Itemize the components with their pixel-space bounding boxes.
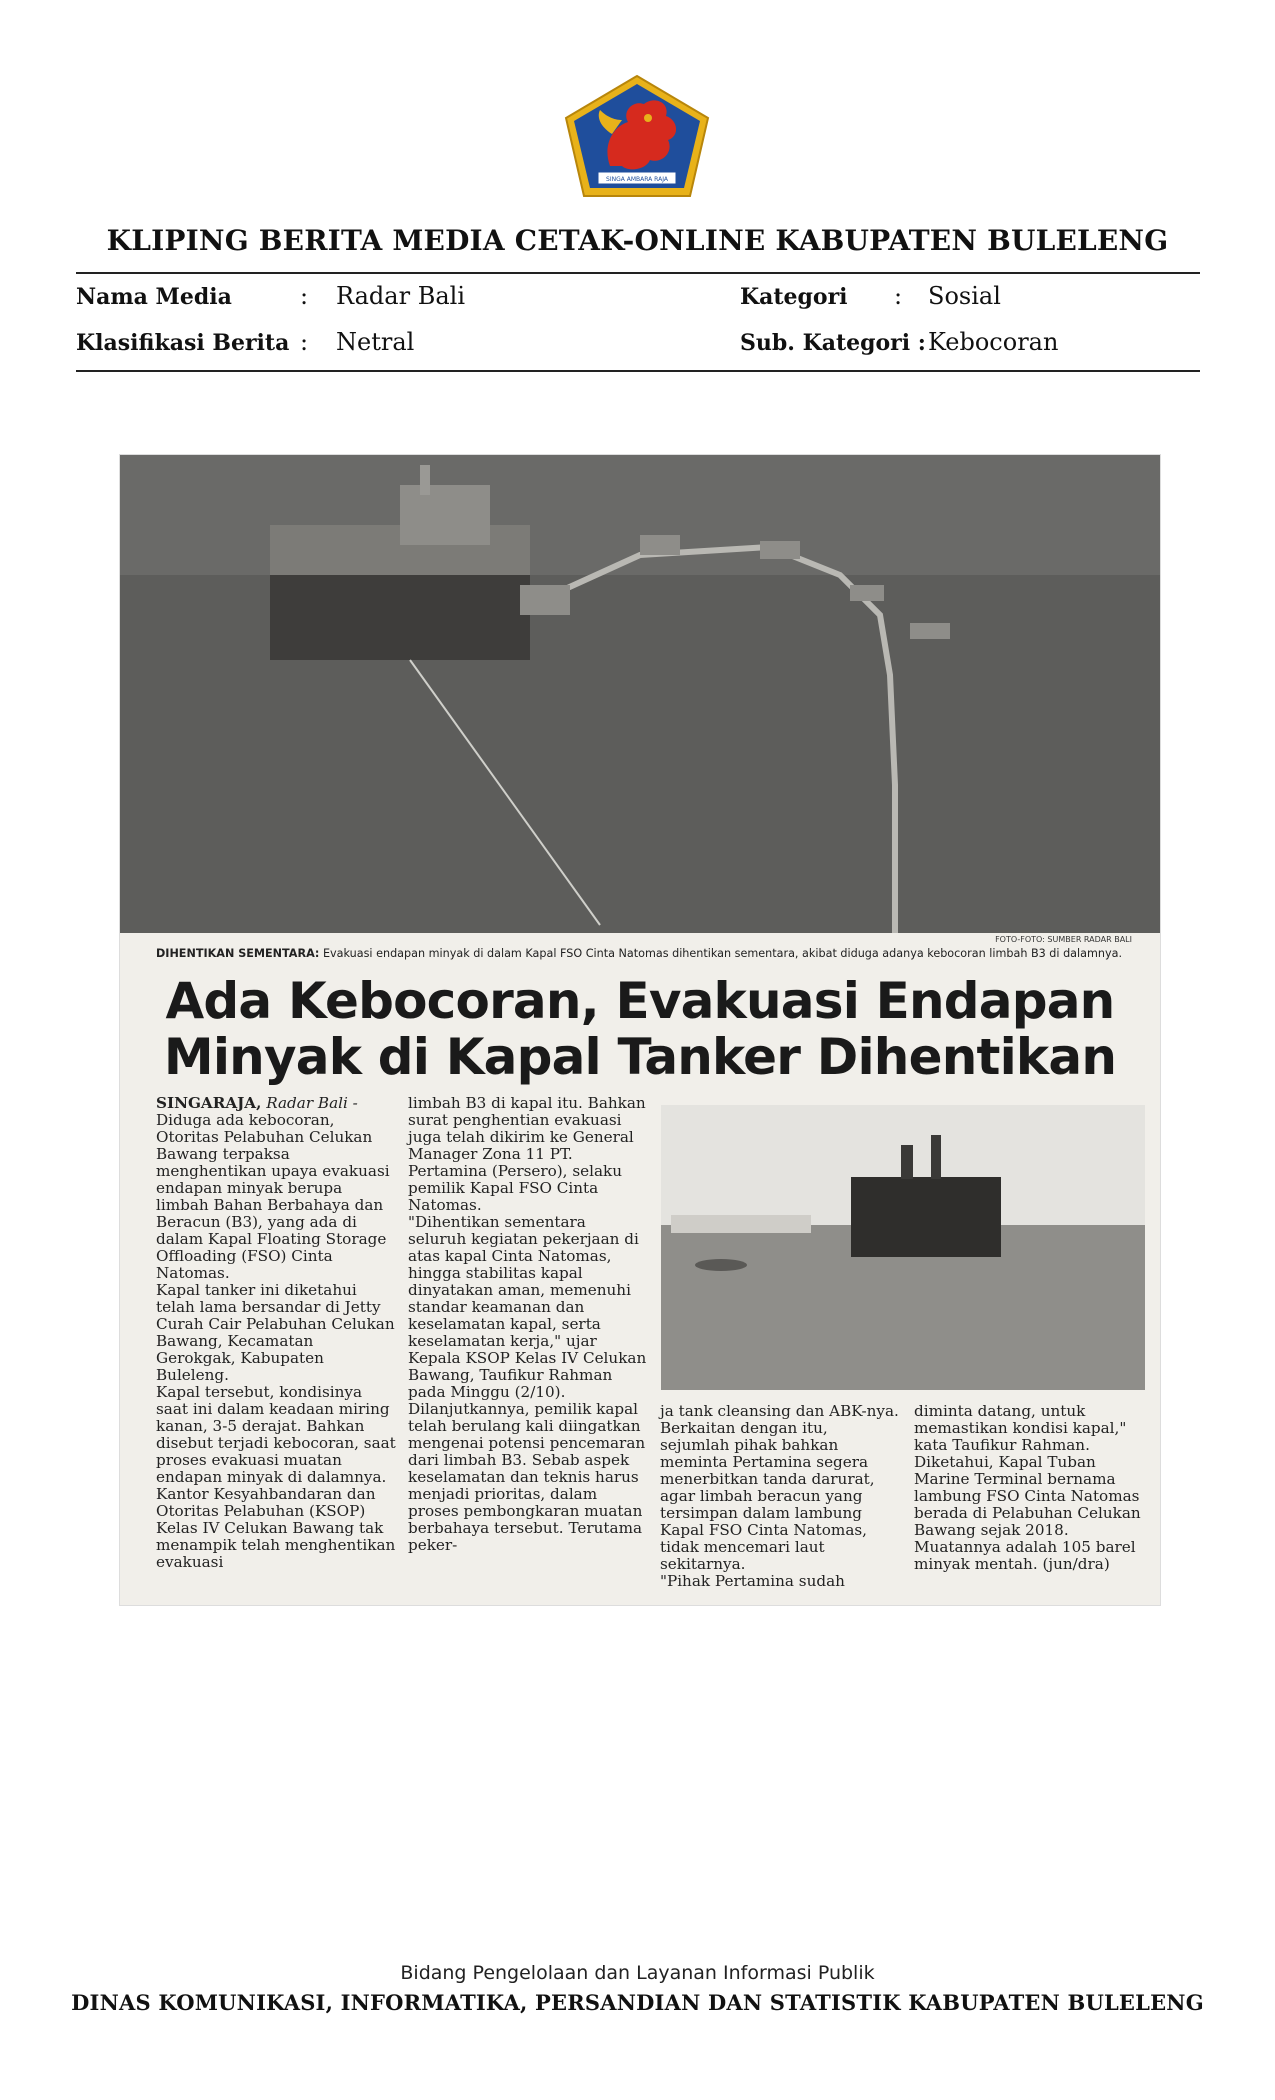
kategori-value: Sosial <box>928 282 1001 310</box>
klasifikasi-colon: : <box>300 328 309 356</box>
buleleng-regency-logo <box>562 74 712 200</box>
kategori-colon: : <box>894 282 903 310</box>
document-title: KLIPING BERITA MEDIA CETAK-ONLINE KABUPATEN BULELENG <box>106 224 1169 257</box>
caption-label: DIHENTIKAN SEMENTARA: <box>156 947 320 960</box>
sub-kategori-label: Sub. Kategori : <box>740 330 926 356</box>
article-column-2: limbah B3 di kapal itu. Bahkan surat penghentian evakuasi juga telah dikirim ke General Manager Zona 11 PT. Pertamina (Persero), selaku pemilik Kapal FSO Cinta Natomas. "Dihentikan sementara seluruh kegiatan pekerjaan di atas kapal Cinta Natomas, hingga stabilitas kapal dinyatakan aman, memenuhi standar keamanan dan keselamatan kapal, serta keselamatan kerja," ujar Kepala KSOP Kelas IV Celukan Bawang, Taufikur Rahman pada Minggu (2/10). Dilanjutkannya, pemilik kapal telah berulang kali diingatkan mengenai potensi pencemaran dari limbah B3. Sebab aspek keselamatan dan teknis harus menjadi prioritas, dalam proses pembongkaran muatan berbahaya tersebut. Terutama peker- <box>408 1094 647 1554</box>
article-headline <box>120 973 1160 1085</box>
nama-media-colon: : <box>300 282 309 310</box>
kategori-label: Kategori <box>740 284 848 310</box>
newspaper-clipping <box>120 455 1160 1605</box>
footer-division: Bidang Pengelolaan dan Layanan Informasi Publik <box>400 1962 875 1984</box>
sub-kategori-value: Kebocoran <box>928 328 1059 356</box>
nama-media-label: Nama Media <box>76 284 232 310</box>
article-column-4: diminta datang, untuk memastikan kondisi kapal," kata Taufikur Rahman. Diketahui, Kapal Tuban Marine Terminal bernama lambung FSO Cinta Natomas berada di Pelabuhan Celukan Bawang sejak 2018. Muatannya adalah 105 barel minyak mentah. (jun/dra) <box>914 1402 1141 1573</box>
article-column-1 <box>156 1095 396 1571</box>
column-1-text: Diduga ada kebocoran, Otoritas Pelabuhan Celukan Bawang terpaksa menghentikan upaya evakuasi endapan minyak berupa limbah Bahan Berbahaya dan Beracun (B3), yang ada di dalam Kapal Floating Storage Offloading (FSO) Cinta Natomas. Kapal tanker ini diketahui telah lama bersandar di Jetty Curah Cair Pelabuhan Celukan Bawang, Kecamatan Gerokgak, Kabupaten Buleleng. Kapal tersebut, kondisinya saat ini dalam keadaan miring kanan, 3-5 derajat. Bahkan disebut terjadi kebocoran, saat proses evakuasi muatan endapan minyak di dalamnya. Kantor Kesyahbandaran dan Otoritas Pelabuhan (KSOP) Kelas IV Celukan Bawang tak menampik telah menghentikan evakuasi <box>156 1111 396 1571</box>
logo-text: SINGA AMBARA RAJA <box>606 176 668 183</box>
photo-caption <box>156 947 1146 960</box>
article-column-3: ja tank cleansing dan ABK-nya. Berkaitan dengan itu, sejumlah pihak bahkan meminta Pertamina segera menerbitkan tanda darurat, agar limbah beracun yang tersimpan dalam lambung Kapal FSO Cinta Natomas, tidak mencemari laut sekitarnya. "Pihak Pertamina sudah <box>660 1402 899 1590</box>
ship-harbor-photo <box>661 1105 1145 1390</box>
photo-credit: FOTO-FOTO: SUMBER RADAR BALI <box>995 935 1132 944</box>
footer-agency: DINAS KOMUNIKASI, INFORMATIKA, PERSANDIAN DAN STATISTIK KABUPATEN BULELENG <box>71 1990 1204 2015</box>
header-rule-bottom <box>76 370 1200 372</box>
dateline: SINGARAJA, <box>156 1094 262 1112</box>
header-rule-top <box>76 272 1200 274</box>
nama-media-value: Radar Bali <box>336 282 465 310</box>
caption-text: Evakuasi endapan minyak di dalam Kapal FSO Cinta Natomas dihentikan sementara, akibat diduga adanya kebocoran limbah B3 di dalamnya. <box>319 947 1123 960</box>
source-name: Radar Bali - <box>261 1094 358 1112</box>
headline-line-2: Minyak di Kapal Tanker Dihentikan <box>163 1028 1117 1086</box>
tanker-jetty-photo <box>120 455 1160 933</box>
klasifikasi-label: Klasifikasi Berita <box>76 330 290 356</box>
headline-line-1: Ada Kebocoran, Evakuasi Endapan <box>165 972 1115 1030</box>
klasifikasi-value: Netral <box>336 328 415 356</box>
